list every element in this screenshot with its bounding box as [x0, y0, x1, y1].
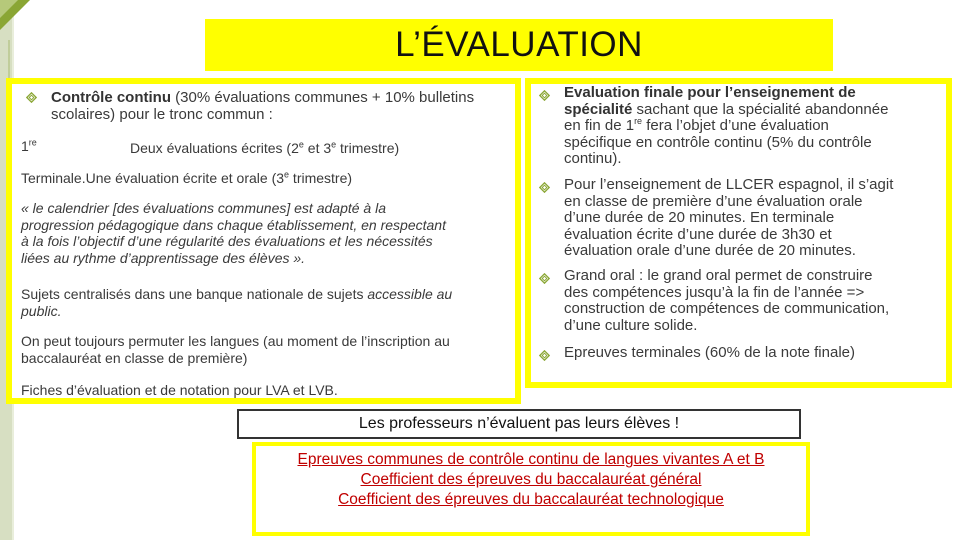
first-year-number: 1	[21, 138, 29, 154]
final-evaluation-l2: sachant que la spécialité abandonnée	[632, 100, 889, 118]
first-year-sup: re	[28, 137, 37, 148]
subject-bank-a: Sujets centralisés dans une banque nationale de sujets	[21, 286, 368, 302]
language-swap-note	[21, 333, 450, 366]
right-panel	[525, 78, 952, 388]
terminal-year-a: Terminale.Une évaluation écrite et orale (3	[21, 170, 285, 186]
final-exams-text: Epreuves terminales (60% de la note finale)	[564, 344, 855, 361]
first-year-exams-a: Deux évaluations écrites (2	[130, 140, 299, 156]
grand-oral-l4: d’une culture solide.	[564, 316, 698, 334]
teachers-banner	[237, 409, 801, 439]
first-year-exams	[130, 140, 399, 157]
llcer-l1: Pour l’enseignement de LLCER espagnol, il s’agit	[564, 176, 894, 193]
llcer-spanish-item	[564, 177, 893, 260]
corner-arrow-decor-inner	[0, 0, 18, 18]
left-panel	[6, 78, 521, 404]
llcer-l2: en classe de première d’une évaluation orale	[564, 192, 863, 210]
grand-oral-item	[564, 268, 889, 334]
links-box	[252, 442, 810, 536]
teachers-banner-text: Les professeurs n’évaluent pas leurs élèves !	[358, 415, 680, 432]
subject-bank-b: accessible au	[367, 286, 453, 302]
diamond-bullet-icon	[26, 92, 37, 103]
assessment-sheets-note	[21, 382, 338, 399]
first-year-exams-c: trimestre)	[336, 140, 400, 156]
grand-oral-l2: des compétences jusqu’à la fin de l’année =>	[564, 283, 865, 301]
final-evaluation-item	[564, 85, 888, 168]
terminal-year-sup: e	[284, 169, 290, 180]
diamond-bullet-icon	[539, 273, 550, 284]
final-evaluation-heading: Evaluation finale pour l’enseignement de	[564, 84, 856, 101]
diamond-bullet-icon	[539, 182, 550, 193]
first-year-exams-sup3: e	[331, 139, 337, 150]
final-exams-item	[564, 345, 855, 362]
terminal-year-exams	[21, 170, 352, 187]
link-common-exams[interactable]: Epreuves communes de contrôle continu de langues vivantes A et B	[297, 451, 765, 468]
llcer-l5: évaluation orale d’une durée de 20 minutes.	[564, 242, 856, 259]
final-evaluation-l4: spécifique en contrôle continu (5% du contrôle	[564, 133, 872, 151]
final-evaluation-l3a: en fin de 1	[564, 117, 635, 134]
link-technological-coefficients[interactable]: Coefficient des épreuves du baccalauréat technologique	[338, 491, 724, 508]
final-evaluation-l3b: fera l’objet d’une évaluation	[642, 117, 829, 134]
quote-line-4: liées au rythme d’apprentissage des élèves ».	[21, 249, 306, 266]
llcer-l3: d’une durée de 20 minutes. En terminale	[564, 209, 835, 226]
quote-line-2: progression pédagogique dans chaque établissement, en respectant	[21, 216, 446, 233]
grand-oral-l1: Grand oral : le grand oral permet de construire	[564, 267, 873, 284]
language-swap-2: baccalauréat en classe de première)	[21, 349, 248, 366]
diamond-bullet-icon	[539, 350, 550, 361]
llcer-l4: évaluation écrite d’une durée de 3h30 et	[564, 225, 832, 243]
continuous-assessment-label: Contrôle continu	[51, 89, 171, 106]
first-year-exams-sup2: e	[298, 139, 304, 150]
final-evaluation-l5: continu).	[564, 150, 622, 167]
page-title: L’ÉVALUATION	[395, 25, 643, 64]
quote-line-3: à la fois l’objectif d’une régularité des évaluations et les nécessités	[21, 233, 433, 249]
subject-bank-note	[21, 286, 452, 319]
continuous-assessment-detail: (30% évaluations communes + 10% bulletins	[171, 89, 475, 106]
first-year-label	[21, 138, 37, 155]
continuous-assessment-item	[51, 89, 474, 123]
grand-oral-l3: construction de compétences de communication,	[564, 300, 890, 317]
continuous-assessment-detail-2: scolaires) pour le tronc commun :	[51, 106, 273, 123]
language-swap-1: On peut toujours permuter les langues (au moment de l’inscription au	[21, 333, 450, 349]
quote-line-1: « le calendrier [des évaluations communes] est adapté à la	[21, 200, 386, 216]
subject-bank-c: public.	[21, 302, 62, 319]
assessment-sheets-text: Fiches d’évaluation et de notation pour LVA et LVB.	[21, 382, 338, 398]
link-general-coefficients[interactable]: Coefficient des épreuves du baccalauréat général	[360, 471, 702, 488]
calendar-quote	[21, 200, 446, 266]
specialty-label: spécialité	[564, 100, 633, 118]
first-year-exams-b: et 3	[303, 140, 332, 156]
title-box	[205, 19, 833, 71]
diamond-bullet-icon	[539, 90, 550, 101]
terminal-year-b: trimestre)	[289, 170, 353, 186]
final-evaluation-sup: re	[634, 116, 643, 126]
